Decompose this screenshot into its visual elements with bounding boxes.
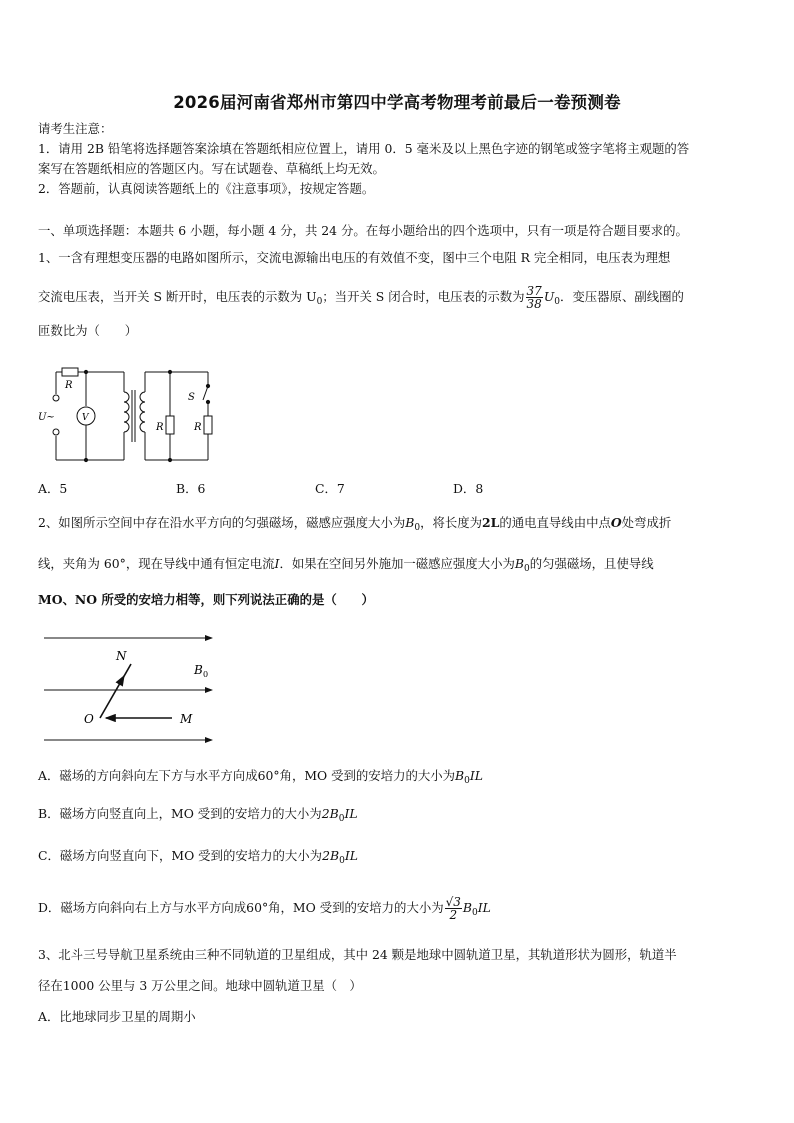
q1-frac-num: 37 [526, 284, 542, 298]
q2-opt-d-b: B [462, 900, 473, 915]
q2-opt-d-num: √3 [445, 895, 461, 909]
q1-label-r-right: R [194, 422, 202, 433]
q1-option-d: D．8 [453, 481, 484, 496]
q1-fraction [526, 285, 543, 310]
q2-opt-d-fraction [445, 896, 462, 921]
q2-b0-b: B [514, 556, 524, 571]
q2-b0-b-sub: 0 [523, 564, 530, 574]
q2-label-o: O [84, 712, 94, 726]
q1-u: U [543, 289, 555, 304]
q2-text-e: 线，夹角为 60°，现在导线中通有恒定电流 [38, 556, 275, 571]
q2-label-b0: B [194, 663, 203, 677]
page-title: 2026届河南省郑州市第四中学高考物理考前最后一卷预测卷 [173, 93, 621, 112]
q2-label-b0-sub: 0 [203, 670, 209, 679]
q2-field-diagram [40, 628, 220, 748]
q3-stem-line2: 径在1000 公里与 3 万公里之间。地球中圆轨道卫星（ ） [38, 978, 362, 993]
q1-label-v: V [82, 413, 89, 423]
q2-text-d: 处弯成折 [621, 515, 672, 530]
notice-item-1-cont: 案写在答题纸相应的答题区内。写在试题卷、草稿纸上均无效。 [38, 161, 385, 176]
q2-b0-sub: 0 [414, 523, 421, 533]
q2-b0: B [405, 515, 415, 530]
q1-label-s: S [188, 392, 195, 403]
q1-frac-den: 38 [526, 297, 542, 311]
q2-opt-a-sub: 0 [464, 776, 470, 786]
q1-label-r-mid: R [156, 422, 164, 433]
q1-label-r-top: R [65, 380, 73, 391]
q2-opt-d-den: 2 [449, 908, 458, 922]
q2-label-n: N [116, 649, 127, 663]
q2-opt-d-tail: IL [477, 900, 491, 915]
q2-opt-a-b: B [455, 768, 465, 783]
q2-opt-d-text: D．磁场方向斜向右上方与水平方向成60°角，MO 受到的安培力的大小为 [38, 900, 444, 915]
q1-stem-line2 [38, 285, 758, 310]
q2-option-a [38, 768, 758, 789]
q2-text-a: 2、如图所示空间中存在沿水平方向的匀强磁场，磁感应强度大小为 [38, 515, 406, 530]
q2-text-c: 的通电直导线由中点 [499, 515, 611, 530]
q2-o: O [610, 515, 622, 530]
q2-opt-b-expr: 2B [321, 806, 339, 821]
q2-opt-c-expr: 2B [322, 848, 340, 863]
q1-option-b: B．6 [176, 481, 206, 496]
q1-u-sub: 0 [554, 297, 560, 307]
q2-option-c [38, 848, 758, 869]
q2-stem-line1 [38, 515, 758, 536]
q2-label-m: M [180, 712, 193, 726]
notice-item-2: 2．答题前，认真阅读答题纸上的《注意事项》，按规定答题。 [38, 181, 375, 196]
q2-opt-d-sub: 0 [472, 908, 478, 918]
q2-opt-c-sub: 0 [339, 856, 345, 866]
q2-opt-c-text: C．磁场方向竖直向下，MO 受到的安培力的大小为 [38, 848, 323, 863]
q2-text-f: ．如果在空间另外施加一磁感应强度大小为 [279, 556, 515, 571]
q2-text-g: 的匀强磁场，且使导线 [529, 556, 654, 571]
q1-label-u: U~ [38, 412, 55, 423]
q1-text-c: ．变压器原、副线圈的 [560, 289, 684, 304]
section-heading: 一、单项选择题：本题共 6 小题，每小题 4 分，共 24 分。在每小题给出的四个选项中，只有一项是符合题目要求的。 [38, 223, 688, 238]
q1-stem-line1: 1、一含有理想变压器的电路如图所示，交流电源输出电压的有效值不变，图中三个电阻 R 完全相同，电压表为理想 [38, 250, 671, 265]
q1-circuit-diagram [36, 362, 216, 468]
q2-opt-b-sub: 0 [338, 814, 345, 824]
q3-stem-line1: 3、北斗三号导航卫星系统由三种不同轨道的卫星组成，其中 24 颗是地球中圆轨道卫星，其轨道形状为圆形，轨道半 [38, 947, 677, 962]
q2-opt-a-expr: IL [469, 768, 483, 783]
q1-text-a: 交流电压表，当开关 S 断开时，电压表的示数为 U [38, 289, 317, 304]
notice-item-1: 1．请用 2B 铅笔将选择题答案涂填在答题纸相应位置上，请用 0．5 毫米及以上黑色字迹的钢笔或签字笔将主观题的答 [38, 141, 690, 156]
q2-text-b: ，将长度为 [420, 515, 483, 530]
q2-opt-c-tail: IL [344, 848, 358, 863]
q2-option-b [38, 806, 758, 827]
q3-option-a: A．比地球同步卫星的周期小 [38, 1009, 196, 1024]
q2-length: 2L [482, 515, 500, 530]
q2-stem-line2 [38, 556, 758, 577]
q1-u0-sub: 0 [316, 297, 323, 307]
q2-i: I [274, 556, 280, 571]
q1-stem-line3: 匝数比为（ ） [38, 323, 138, 338]
q2-opt-b-text: B．磁场方向竖直向上，MO 受到的安培力的大小为 [38, 806, 322, 821]
q2-option-d [38, 896, 758, 921]
q2-opt-b-tail: IL [344, 806, 358, 821]
q1-text-b: ；当开关 S 闭合时，电压表的示数为 [322, 289, 525, 304]
q2-opt-a-text: A．磁场的方向斜向左下方与水平方向成60°角，MO 受到的安培力的大小为 [38, 768, 456, 783]
notice-heading: 请考生注意： [38, 121, 113, 136]
q1-option-a: A．5 [38, 481, 68, 496]
q2-stem-line3: MO、NO 所受的安培力相等，则下列说法正确的是（ ） [38, 592, 374, 607]
q1-option-c: C．7 [315, 481, 345, 496]
